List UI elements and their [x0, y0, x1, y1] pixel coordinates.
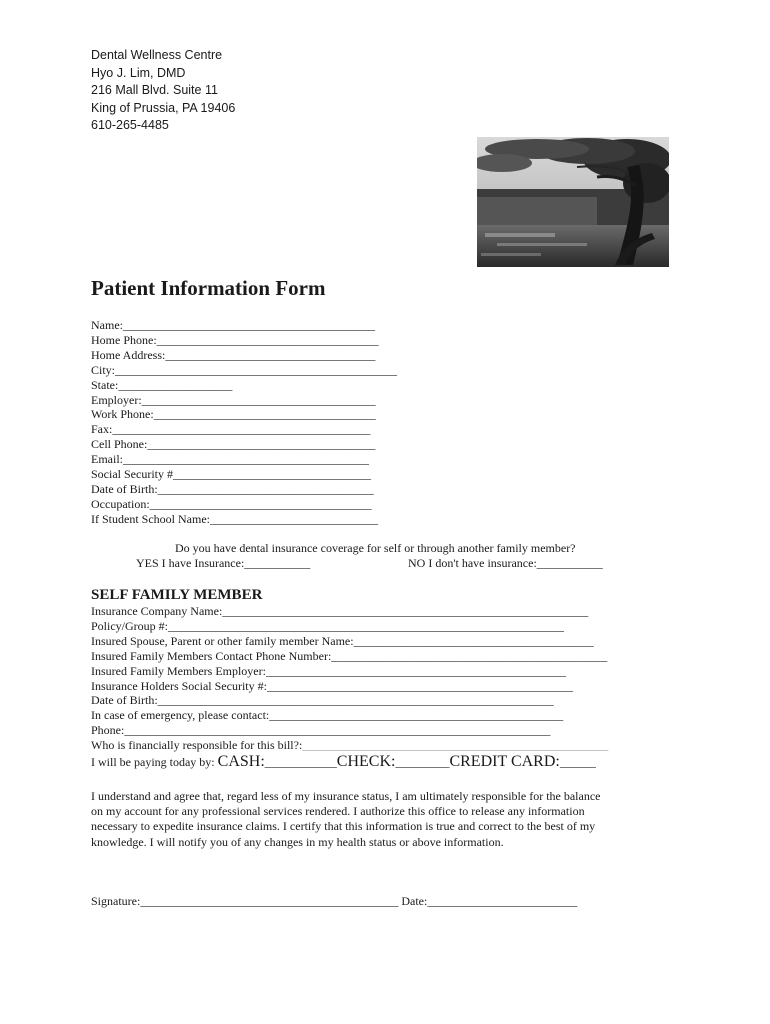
signature-row [91, 894, 577, 909]
practice-doctor: Hyo J. Lim, DMD [91, 65, 186, 80]
cash-line[interactable]: ____________ [264, 755, 337, 769]
insured-name-field[interactable]: Insured Spouse, Parent or other family member Name:________________________________________ [91, 633, 594, 648]
agreement-line: on my account for any professional services rendered. I authorize this office to release any information [91, 804, 585, 819]
credit-card-line[interactable]: ______ [559, 755, 596, 769]
signature-field[interactable]: Signature:___________________________________________ [91, 894, 399, 908]
form-title: Patient Information Form [91, 276, 326, 300]
fax-field[interactable]: Fax:___________________________________________ [91, 422, 371, 437]
holder-ssn-field[interactable]: Insurance Holders Social Security #:___________________________________________________ [91, 678, 573, 693]
home-phone-field[interactable]: Home Phone:_____________________________________ [91, 332, 379, 347]
practice-city: King of Prussia, PA 19406 [91, 100, 236, 115]
family-dob-field[interactable]: Date of Birth:__________________________________________________________________ [91, 693, 554, 708]
insurance-no-field[interactable]: NO I don't have insurance:___________ [408, 556, 603, 570]
financial-responsibility-field[interactable] [91, 738, 608, 753]
agreement-text [91, 789, 636, 850]
agreement-line: I understand and agree that, regard less of my insurance status, I am ultimately responsible for the balance [91, 789, 601, 803]
check-option[interactable]: CHECK: [336, 753, 396, 770]
check-line[interactable]: _________ [395, 755, 450, 769]
date-of-birth-field[interactable]: Date of Birth:____________________________________ [91, 481, 374, 496]
policy-group-field[interactable]: Policy/Group #:__________________________________________________________________ [91, 618, 564, 633]
work-phone-field[interactable]: Work Phone:_____________________________________ [91, 407, 376, 422]
family-contact-phone-field[interactable]: Insured Family Members Contact Phone Number:______________________________________________ [91, 648, 608, 663]
insurance-question: Do you have dental insurance coverage for self or through another family member? [175, 541, 576, 555]
state-field[interactable]: State:___________________ [91, 377, 233, 392]
school-name-field[interactable]: If Student School Name:____________________________ [91, 511, 378, 526]
insurance-company-field[interactable]: Insurance Company Name:_____________________________________________________________ [91, 604, 589, 618]
cash-option[interactable]: CASH: [217, 753, 265, 770]
emergency-contact-field[interactable]: In case of emergency, please contact:_________________________________________________ [91, 708, 564, 723]
practice-phone: 610-265-4485 [91, 118, 169, 132]
emergency-phone-field[interactable]: Phone:_______________________________________________________________________ [91, 723, 551, 738]
financial-label: Who is financially responsible for this bill?: [91, 738, 303, 753]
name-field[interactable]: Name:__________________________________________ [91, 318, 375, 332]
credit-card-option[interactable]: CREDIT CARD: [449, 753, 560, 770]
paying-label: I will be paying today by: [91, 755, 218, 769]
practice-info [91, 47, 235, 135]
practice-name: Dental Wellness Centre [91, 48, 223, 62]
occupation-field[interactable]: Occupation:_____________________________________ [91, 496, 372, 511]
cell-phone-field[interactable]: Cell Phone:______________________________________ [91, 437, 376, 452]
section-title: SELF FAMILY MEMBER [91, 587, 263, 603]
home-address-field[interactable]: Home Address:___________________________________ [91, 347, 376, 362]
employer-field[interactable]: Employer:_______________________________________ [91, 392, 376, 407]
agreement-line: knowledge. I will notify you of any changes in my health status or above information. [91, 834, 504, 849]
practice-street: 216 Mall Blvd. Suite 11 [91, 83, 218, 97]
social-security-field[interactable]: Social Security #_________________________________ [91, 467, 371, 482]
email-field[interactable]: Email:_________________________________________ [91, 452, 369, 467]
family-employer-field[interactable]: Insured Family Members Employer:__________________________________________________ [91, 663, 566, 678]
financial-line: ___________________________________________________ [302, 738, 609, 753]
insurance-yes-field[interactable]: YES I have Insurance:___________ [136, 556, 311, 570]
date-field[interactable]: Date:_________________________ [401, 894, 578, 908]
patient-fields [91, 318, 397, 527]
landscape-photo [477, 137, 669, 267]
city-field[interactable]: City:_______________________________________________ [91, 362, 398, 377]
payment-method-row [91, 753, 596, 771]
family-fields [91, 604, 608, 753]
agreement-line: necessary to expedite insurance claims. I certify that this information is true and correct to the best of my [91, 819, 596, 834]
